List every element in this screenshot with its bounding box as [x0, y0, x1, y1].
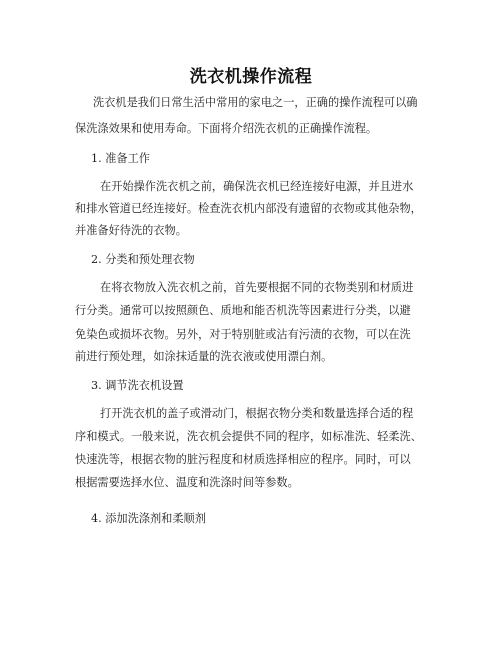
intro-line: 保洗涤效果和使用寿命。下面将介绍洗衣机的正确操作流程。 [75, 122, 378, 135]
section-line: 前进行预处理，如涂抹适量的洗衣液或使用漂白剂。 [75, 350, 333, 363]
intro-line: 洗衣机是我们日常生活中常用的家电之一，正确的操作流程可以确 [93, 96, 418, 109]
section-line: 在开始操作洗衣机之前，确保洗衣机已经连接好电源，并且进水 [100, 180, 414, 193]
section-line: 并准备好待洗的衣物。 [75, 224, 187, 237]
section-heading: 1. 准备工作 [91, 152, 150, 165]
section-heading: 4. 添加洗涤剂和柔顺剂 [91, 512, 206, 525]
section-heading: 2. 分类和预处理衣物 [91, 253, 195, 266]
section-line: 打开洗衣机的盖子或滑动门，根据衣物分类和数量选择合适的程 [100, 407, 414, 420]
section-line: 在将衣物放入洗衣机之前，首先要根据不同的衣物类别和材质进 [100, 281, 414, 294]
section-line: 快速洗等，根据衣物的脏污程度和材质选择相应的程序。同时，可以 [75, 453, 411, 466]
section-line: 和排水管道已经连接好。检查洗衣机内部没有遗留的衣物或其他杂物， [75, 202, 422, 215]
section-line: 序和模式。一般来说，洗衣机会提供不同的程序，如标准洗、轻柔洗、 [75, 430, 422, 443]
section-line: 根据需要选择水位、温度和洗涤时间等参数。 [75, 476, 299, 489]
section-line: 免染色或损坏衣物。另外，对于特别脏或沾有污渍的衣物，可以在洗 [75, 328, 411, 341]
section-heading: 3. 调节洗衣机设置 [91, 379, 184, 392]
document-title: 洗衣机操作流程 [189, 67, 313, 87]
section-line: 行分类。通常可以按照颜色、质地和能否机洗等因素进行分类，以避 [75, 304, 411, 317]
